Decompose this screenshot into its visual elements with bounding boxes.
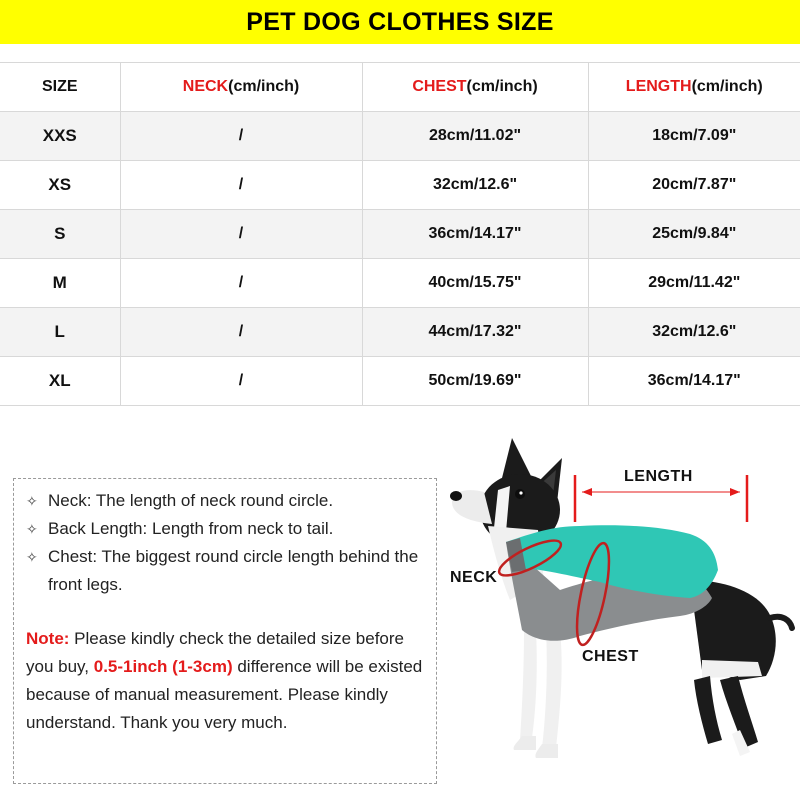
chest-cell: 28cm/11.02"	[362, 112, 588, 161]
list-item	[26, 515, 436, 543]
size-cell: XS	[48, 175, 72, 194]
table-row	[0, 210, 800, 259]
size-cell: M	[52, 273, 67, 292]
header-length: LENGTH(cm/inch)	[588, 63, 800, 112]
neck-cell: /	[120, 308, 362, 357]
sparkle-icon: ✧	[26, 493, 38, 509]
page-title: PET DOG CLOTHES SIZE	[246, 7, 554, 36]
chest-cell: 50cm/19.69"	[362, 357, 588, 406]
size-cell: XXS	[42, 126, 77, 145]
neck-cell: /	[120, 161, 362, 210]
note-chest: Chest: The biggest round circle length behind the front legs.	[48, 547, 419, 594]
note-label: Note:	[26, 629, 70, 648]
sparkle-icon: ✧	[26, 549, 38, 565]
size-disclaimer	[26, 625, 436, 737]
header-chest: CHEST(cm/inch)	[362, 63, 588, 112]
header-size: SIZE	[41, 78, 78, 95]
size-cell: S	[54, 224, 66, 243]
chest-cell: 40cm/15.75"	[362, 259, 588, 308]
table-row	[0, 357, 800, 406]
note-back-length: Back Length: Length from neck to tail.	[48, 519, 334, 538]
length-cell: 18cm/7.09"	[588, 112, 800, 161]
table-row	[0, 259, 800, 308]
note-text-1: Please kindly check the detailed size before you buy,	[26, 629, 404, 676]
length-cell: 32cm/12.6"	[588, 308, 800, 357]
size-table	[0, 62, 800, 406]
table-header-row	[0, 63, 800, 112]
note-text-2: difference will be existed because of manual measurement. Please kindly understand. Thank you very much.	[26, 657, 423, 732]
length-cell: 29cm/11.42"	[588, 259, 800, 308]
note-neck: Neck: The length of neck round circle.	[48, 491, 334, 510]
size-cell: XL	[48, 371, 71, 390]
table-row	[0, 161, 800, 210]
length-cell: 36cm/14.17"	[588, 357, 800, 406]
sparkle-icon: ✧	[26, 521, 38, 537]
header-neck: NECK(cm/inch)	[120, 63, 362, 112]
list-item	[26, 487, 436, 515]
chest-cell: 36cm/14.17"	[362, 210, 588, 259]
length-cell: 20cm/7.87"	[588, 161, 800, 210]
measurement-notes-box	[13, 478, 437, 784]
table-row	[0, 112, 800, 161]
length-label: LENGTH	[624, 468, 693, 485]
table-row	[0, 308, 800, 357]
dog-measurement-illustration	[440, 430, 800, 800]
neck-cell: /	[120, 357, 362, 406]
neck-cell: /	[120, 112, 362, 161]
chest-cell: 44cm/17.32"	[362, 308, 588, 357]
length-cell: 25cm/9.84"	[588, 210, 800, 259]
list-item	[26, 543, 436, 599]
size-cell: L	[54, 322, 65, 341]
note-highlight: 0.5-1inch (1-3cm)	[93, 657, 233, 676]
chest-cell: 32cm/12.6"	[362, 161, 588, 210]
neck-cell: /	[120, 210, 362, 259]
neck-label: NECK	[450, 569, 498, 586]
neck-cell: /	[120, 259, 362, 308]
title-banner	[0, 0, 800, 44]
dog-icon	[440, 430, 800, 800]
chest-label: CHEST	[582, 648, 639, 665]
